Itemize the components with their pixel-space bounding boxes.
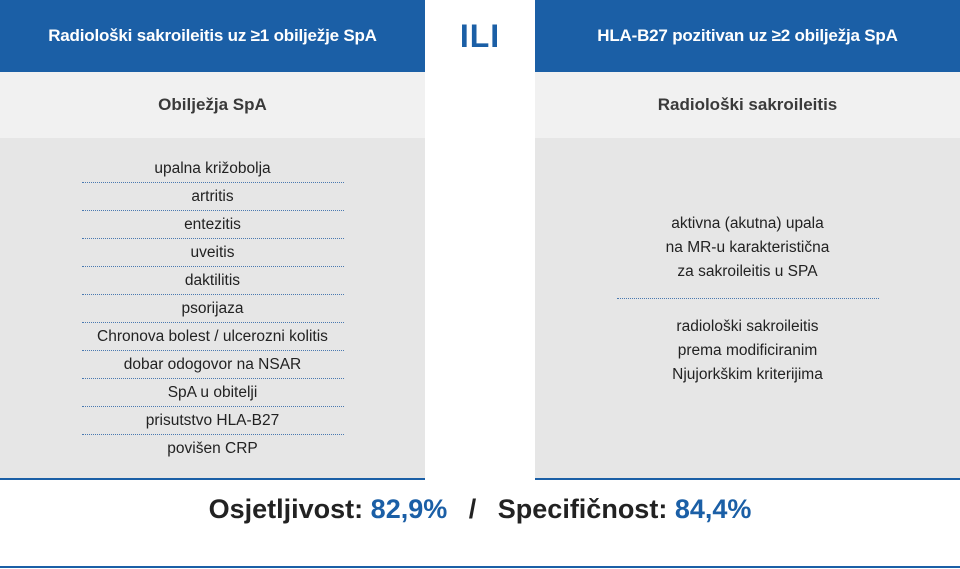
left-column — [0, 0, 425, 480]
feature-item: uveitis — [82, 239, 344, 267]
right-subheader: Radiološki sakroileitis — [535, 72, 960, 138]
right-panel — [535, 138, 960, 480]
left-header: Radiološki sakroileitis uz ≥1 obilježje SpA — [0, 0, 425, 72]
performance-stats — [0, 494, 960, 525]
feature-item: Chronova bolest / ulcerozni kolitis — [82, 323, 344, 351]
stats-separator: / — [468, 494, 477, 524]
feature-item: upalna križobolja — [82, 155, 344, 183]
bottom-divider — [0, 566, 960, 568]
left-panel — [0, 138, 425, 480]
feature-item: dobar odogovor na NSAR — [82, 351, 344, 379]
feature-item: SpA u obitelji — [82, 379, 344, 407]
feature-list — [0, 155, 425, 463]
criterion-mri: aktivna (akutna) upala na MR-u karakteristična za sakroileitis u SPA — [665, 214, 830, 280]
criterion-radiographic: radiološki sakroileitis prema modificiranim Njujorkškim kriterijima — [672, 317, 823, 383]
specificity-value: 84,4% — [674, 494, 752, 524]
or-connector: ILI — [459, 18, 501, 54]
left-subheader: Obilježja SpA — [0, 72, 425, 138]
feature-item: prisutstvo HLA-B27 — [82, 407, 344, 435]
feature-item: psorijaza — [82, 295, 344, 323]
sensitivity-value: 82,9% — [370, 494, 448, 524]
feature-item: entezitis — [82, 211, 344, 239]
feature-item: povišen CRP — [167, 440, 258, 457]
specificity-label: Specifičnost: — [497, 494, 668, 524]
right-header: HLA-B27 pozitivan uz ≥2 obilježja SpA — [535, 0, 960, 72]
feature-item: daktilitis — [82, 267, 344, 295]
right-column — [535, 0, 960, 480]
sensitivity-label: Osjetljivost: — [208, 494, 364, 524]
feature-item: artritis — [82, 183, 344, 211]
criteria-divider — [617, 298, 879, 299]
